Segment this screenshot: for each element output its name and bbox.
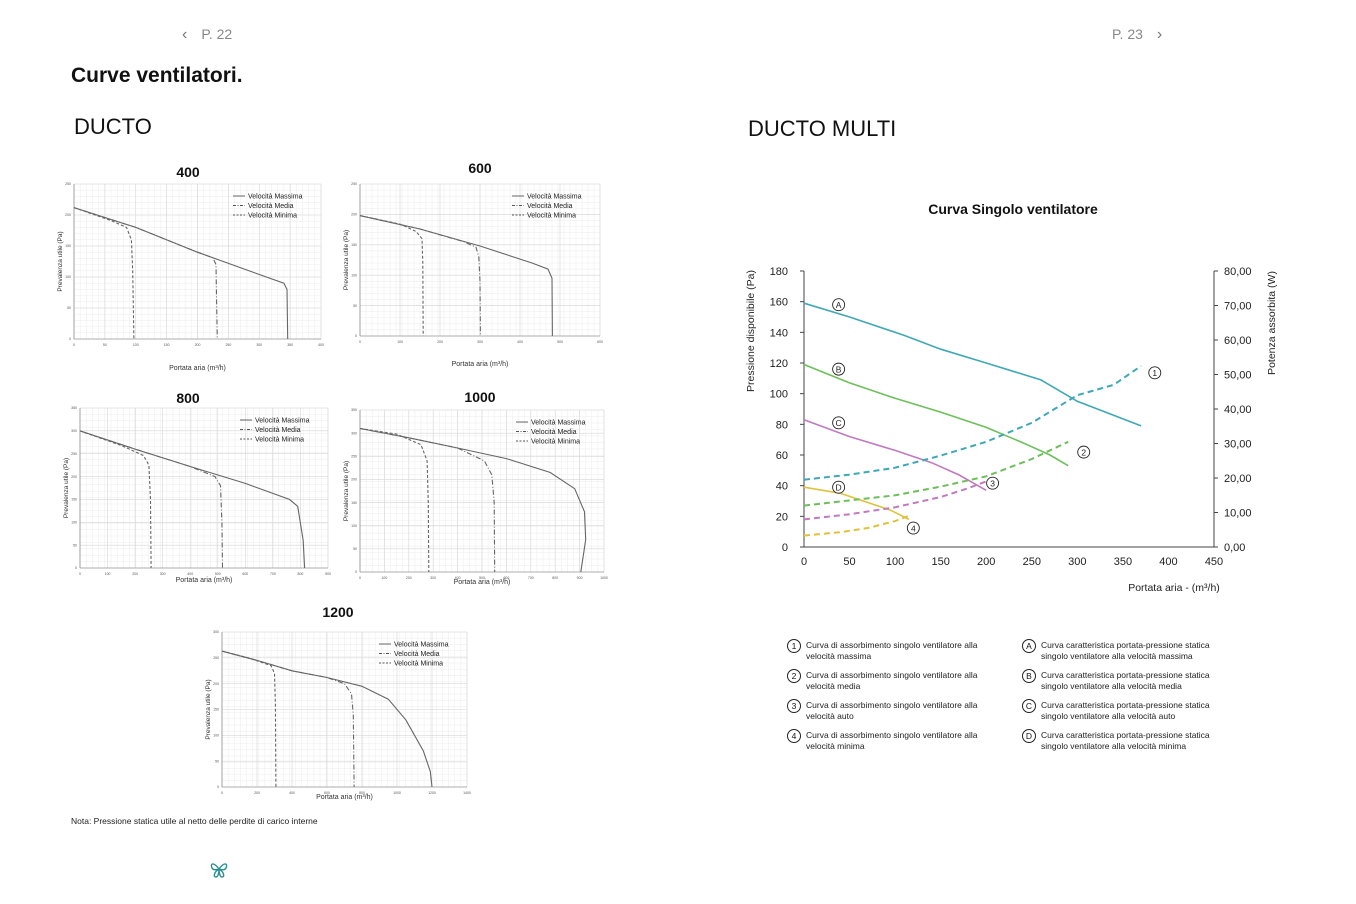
legend-text: Curva caratteristica portata-pressione statica singolo ventilatore alla velocità massima [1041,640,1210,661]
legend-text: Curva di assorbimento singolo ventilatore alla velocità auto [806,700,978,721]
series-line [360,429,495,573]
x-tick-label: 800 [297,572,304,576]
x-tick-label: 900 [576,576,583,580]
y-tick-label: 100 [213,733,219,738]
y2-tick-label: 60,00 [1224,335,1252,347]
mini-chart-title: 400 [176,164,200,180]
legend-text: Curva caratteristica portata-pressione statica singolo ventilatore alla velocità auto [1041,700,1210,721]
x-tick-label: 400 [187,572,194,576]
y-tick-label: 50 [353,303,357,308]
x-tick-label: 250 [225,343,232,347]
legend-label: Velocità Media [531,428,577,436]
y-tick-label: 150 [213,707,219,712]
x-tick-label: 400 [318,343,324,347]
x-tick-label: 400 [1159,556,1178,568]
footnote: Nota: Pressione statica utile al netto delle perdite di carico interne [71,816,318,826]
x-tick-label: 150 [163,343,170,347]
legend-item [787,730,997,752]
y-axis-label: Prevalenza utile (Pa) [205,679,212,740]
x-tick-label: 200 [194,343,201,347]
y-axis-label: Prevalenza utile (Pa) [57,231,64,292]
legend-label: Velocità Minima [527,212,577,220]
legend-item [787,700,997,722]
series-line-2 [804,442,1068,506]
y-tick-label: 50 [73,543,77,548]
legend-label: Velocità Media [527,202,573,210]
x-tick-label: 800 [552,576,559,580]
legend-label: Velocità Minima [255,436,305,444]
x-tick-label: 600 [324,791,330,795]
x-tick-label: 100 [104,572,111,576]
y-tick-label: 0 [781,542,788,554]
curve-marker-label: 2 [1081,447,1087,458]
ducto-heading: DUCTO [74,114,152,139]
legend-symbol: 4 [787,729,801,743]
x-tick-label: 300 [159,572,166,576]
y-tick-label: 200 [71,474,77,479]
x-tick-label: 300 [256,343,263,347]
mini-chart-400 [58,176,327,353]
legend-label: Velocità Media [394,650,440,658]
legend-label: Velocità Media [255,426,301,434]
y-tick-label: 140 [769,327,788,340]
x-tick-label: 150 [931,556,950,568]
x-tick-label: 900 [325,572,331,576]
y-tick-label: 160 [769,296,788,309]
y-tick-label: 80 [775,419,788,432]
multi-fan-chart [730,255,1300,615]
x-axis-label: Portata aria (m³/h) [451,361,509,368]
x-tick-label: 600 [597,340,603,344]
legend-label: Velocità Massima [531,419,586,427]
y-tick-label: 150 [71,497,77,502]
series-line-B [804,365,1068,466]
x-tick-label: 300 [477,340,483,344]
legend-text: Curva di assorbimento singolo ventilatore alla velocità massima [806,640,978,661]
y-tick-label: 100 [65,275,71,280]
y2-tick-label: 20,00 [1224,473,1252,485]
y2-tick-label: 30,00 [1224,438,1252,451]
y-tick-label: 0 [69,337,71,342]
x-tick-label: 1400 [463,791,471,795]
y-tick-label: 200 [65,213,71,218]
legend-text: Curva di assorbimento singolo ventilatore alla velocità minima [806,730,978,751]
y-tick-label: 250 [213,656,219,661]
x-tick-label: 0 [73,343,75,347]
y-tick-label: 100 [769,388,788,401]
y-axis-label: Prevalenza utile (Pa) [343,229,350,291]
x-tick-label: 200 [977,556,996,568]
curve-marker-label: 4 [910,523,916,534]
y-tick-label: 300 [351,431,357,436]
x-tick-label: 500 [214,572,221,576]
curve-marker-label: A [835,300,842,311]
y-axis-label: Pressione disponibile (Pa) [745,270,757,392]
next-page-label: P. 23 [1112,26,1143,42]
curve-marker-label: 3 [990,478,995,489]
y-tick-label: 250 [71,451,77,456]
series-line-3 [804,481,986,519]
legend-item [1022,670,1232,692]
x-tick-label: 500 [557,340,563,344]
y2-axis-label: Potenza assorbita (W) [1266,271,1278,375]
mini-chart-title: 800 [176,390,200,406]
y-tick-label: 100 [351,273,357,278]
x-tick-label: 1200 [428,791,436,795]
ducto-multi-heading: DUCTO MULTI [748,116,897,141]
y2-tick-label: 0,00 [1224,542,1246,554]
prev-page-link[interactable] [182,26,232,44]
x-tick-label: 450 [1204,556,1224,568]
x-tick-label: 200 [437,340,443,344]
x-tick-label: 700 [269,572,276,576]
x-axis-label: Portata aria - (m³/h) [1128,582,1220,594]
series-line-4 [804,516,909,536]
x-tick-label: 0 [359,576,361,580]
legend-item [787,640,997,662]
x-tick-label: 200 [405,576,412,580]
x-tick-label: 0 [221,791,223,795]
curve-marker-label: C [835,418,842,429]
curve-marker-label: D [835,482,842,493]
x-tick-label: 1000 [600,576,608,580]
y-tick-label: 100 [351,523,357,528]
curve-marker-label: 1 [1152,368,1158,379]
x-tick-label: 400 [289,791,295,795]
x-tick-label: 0 [359,340,361,344]
legend-symbol: 1 [787,639,801,653]
legend-label: Velocità Massima [255,417,310,425]
x-tick-label: 100 [397,340,403,344]
y-tick-label: 40 [775,480,788,493]
legend-label: Velocità Minima [248,212,298,220]
y-tick-label: 350 [351,408,357,413]
x-tick-label: 800 [359,791,365,795]
mini-chart-title: 1000 [464,389,496,405]
y2-tick-label: 70,00 [1224,300,1252,313]
y-tick-label: 0 [355,334,357,339]
x-tick-label: 400 [517,340,523,344]
legend-text: Curva caratteristica portata-pressione statica singolo ventilatore alla velocità minima [1041,730,1210,751]
y-tick-label: 50 [67,306,71,311]
y-tick-label: 200 [351,212,357,217]
mini-chart-1000 [338,400,610,586]
x-tick-label: 300 [1068,556,1087,568]
x-tick-label: 200 [132,572,139,576]
legend-label: Velocità Massima [527,193,582,201]
series-line-C [804,420,986,491]
legend-text: Curva caratteristica portata-pressione statica singolo ventilatore alla velocità media [1041,670,1210,691]
mini-chart-title: 600 [468,160,492,176]
y-tick-label: 300 [71,429,77,434]
chevron-right-icon: › [1156,26,1163,43]
x-tick-label: 50 [102,343,107,347]
legend-label: Velocità Massima [248,193,303,201]
x-tick-label: 350 [287,343,294,347]
x-tick-label: 200 [254,791,260,795]
x-tick-label: 400 [454,576,461,580]
legend-symbol: C [1022,699,1036,713]
y-tick-label: 250 [351,182,357,187]
x-tick-label: 1000 [393,791,401,795]
y-tick-label: 180 [769,266,788,278]
x-tick-label: 100 [132,343,139,347]
y-tick-label: 200 [351,477,357,482]
legend-text: Curva di assorbimento singolo ventilatore alla velocità media [806,670,978,691]
series-line [360,429,586,573]
y-tick-label: 300 [213,630,219,635]
y-tick-label: 200 [213,681,219,686]
legend-label: Velocità Minima [531,438,581,446]
x-axis-label: Portata aria (m³/h) [316,794,373,801]
mini-chart-800 [58,400,334,582]
x-tick-label: 300 [430,576,437,580]
y-tick-label: 100 [71,520,77,525]
y2-tick-label: 80,00 [1224,266,1252,278]
x-tick-label: 600 [242,572,249,576]
page-title: Curve ventilatori. [71,64,243,87]
multi-chart-title: Curva Singolo ventilatore [928,201,1098,217]
y-tick-label: 250 [351,454,357,459]
legend-symbol: 2 [787,669,801,683]
x-tick-label: 50 [843,556,856,568]
x-tick-label: 100 [381,576,388,580]
y-tick-label: 350 [71,406,77,411]
y-tick-label: 50 [353,547,357,552]
legend-symbol: A [1022,639,1036,653]
legend-symbol: D [1022,729,1036,743]
y-tick-label: 120 [769,358,788,370]
legend-item [1022,700,1232,722]
y-tick-label: 150 [351,243,357,247]
mini-chart-title: 1200 [322,604,354,620]
x-tick-label: 0 [79,572,81,576]
x-tick-label: 600 [503,576,510,580]
y-tick-label: 0 [75,566,77,571]
y-tick-label: 0 [355,570,357,575]
curve-marker-label: B [835,364,842,375]
series-line [360,429,429,573]
y-tick-label: 150 [351,500,357,505]
x-axis-label: Portata aria (m³/h) [175,577,233,584]
chevron-left-icon: ‹ [182,26,188,43]
y-tick-label: 150 [65,244,71,249]
x-tick-label: 350 [1113,556,1133,568]
legend-symbol: B [1022,669,1036,683]
legend-symbol: 3 [787,699,801,713]
series-line-A [804,303,1141,429]
x-axis-label: Portata aria (m³/h) [453,579,511,586]
legend-label: Velocità Minima [394,660,444,668]
y-tick-label: 250 [65,182,71,187]
y2-tick-label: 40,00 [1224,404,1252,416]
y-tick-label: 20 [775,511,788,524]
x-tick-label: 0 [800,556,808,568]
x-tick-label: 500 [479,576,485,580]
y-tick-label: 50 [215,759,219,764]
mini-chart-1200 [190,626,473,801]
y-axis-label: Prevalenza utile (Pa) [343,460,350,522]
y2-tick-label: 50,00 [1224,369,1252,382]
x-axis-label: Portata aria (m³/h) [169,365,226,372]
prev-page-label: P. 22 [201,26,233,42]
legend-label: Velocità Massima [394,641,449,649]
y-tick-label: 0 [217,785,219,790]
y-axis-label: Prevalenza utile (Pa) [63,457,70,519]
legend-item [787,670,997,692]
brand-logo-icon [209,858,229,880]
x-tick-label: 700 [527,576,534,580]
mini-chart-600 [338,176,606,350]
y2-tick-label: 10,00 [1224,507,1252,520]
x-tick-label: 250 [1022,556,1041,568]
x-tick-label: 100 [885,556,905,568]
next-page-link[interactable] [1112,26,1162,44]
y-tick-label: 60 [775,450,788,462]
legend-label: Velocità Media [248,202,294,210]
legend-item [1022,640,1232,662]
legend-item [1022,730,1232,752]
